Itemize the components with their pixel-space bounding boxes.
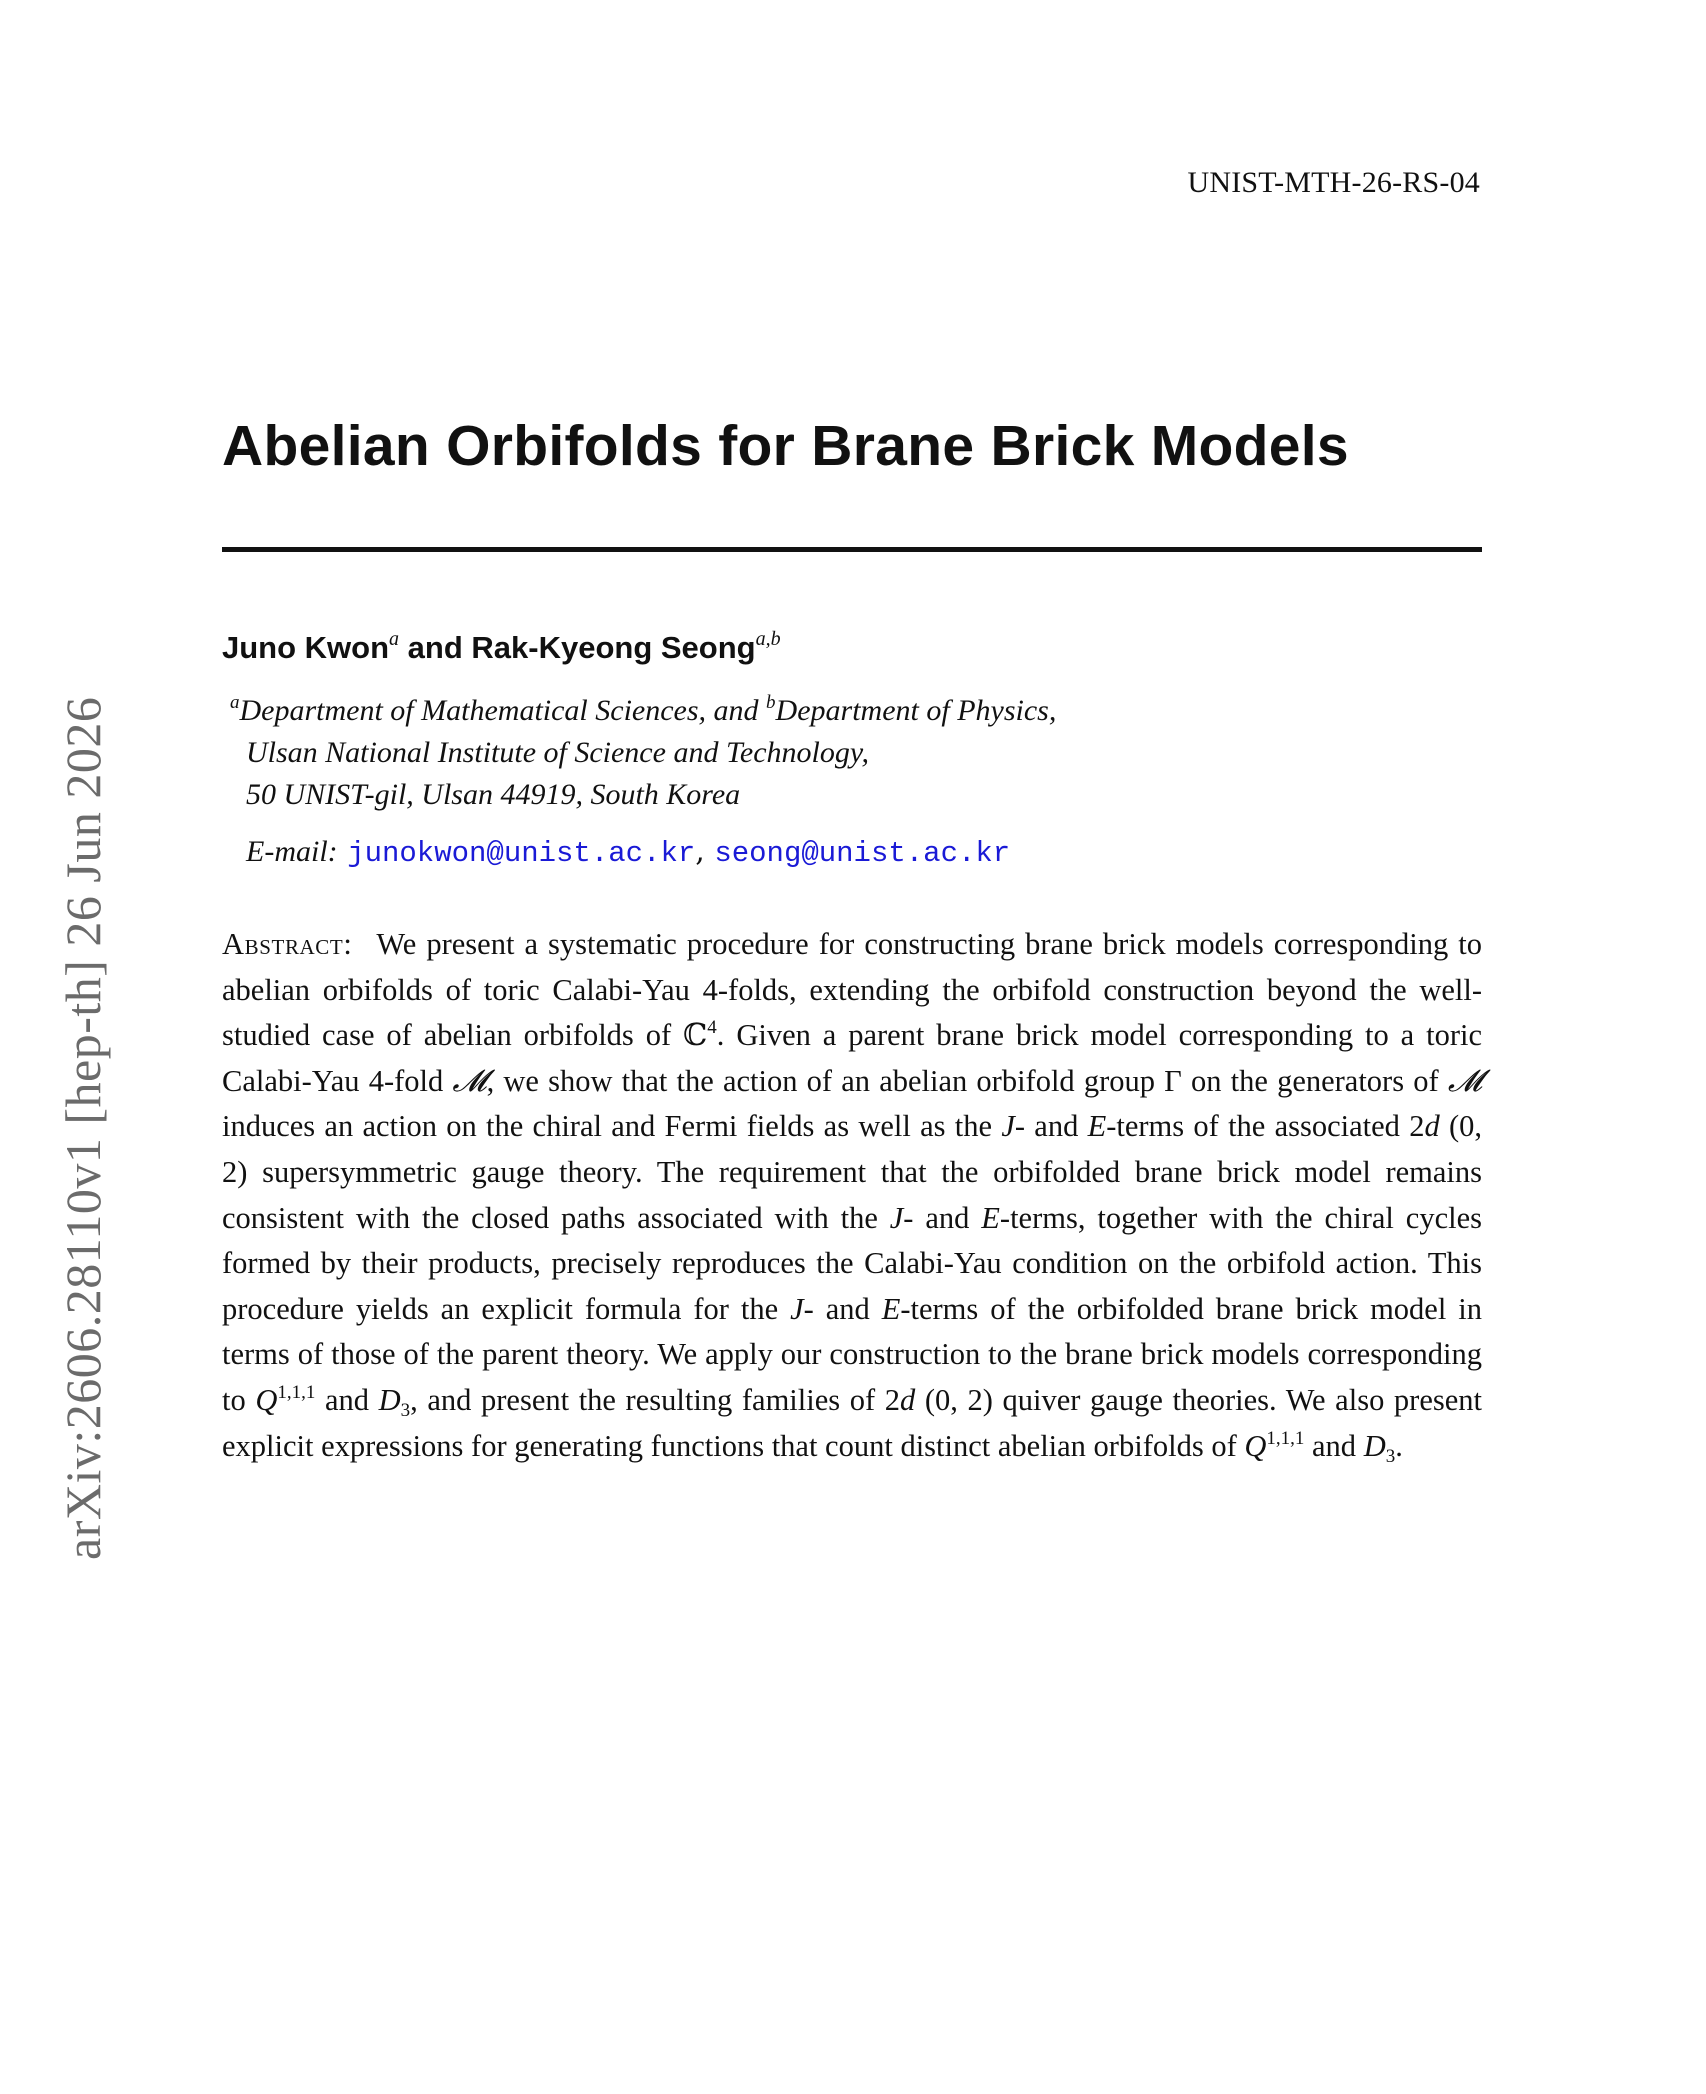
math-symbol: d	[1424, 1109, 1440, 1144]
math-symbol: D	[1363, 1428, 1386, 1463]
math-symbol: 𝓜	[452, 1063, 487, 1098]
math-symbol: 𝓜	[1447, 1063, 1482, 1098]
math-symbol: E	[1087, 1109, 1107, 1144]
abstract-text: , and present the resulting families of	[410, 1382, 885, 1417]
report-number: UNIST-MTH-26-RS-04	[1187, 166, 1480, 199]
math-symbol: D	[378, 1382, 401, 1417]
abstract-text: - and	[1014, 1109, 1088, 1144]
abstract-label: Abstract:	[222, 927, 353, 961]
math-symbol: 2	[1409, 1109, 1425, 1144]
math-symbol: Q	[1244, 1428, 1267, 1463]
affiliation-line: 50 UNIST-gil, Ulsan 44919, South Korea	[246, 778, 741, 811]
affiliation-block	[230, 690, 1056, 816]
affiliation-line	[230, 690, 1056, 732]
author-list	[222, 630, 781, 666]
math-symbol: E	[981, 1200, 1000, 1235]
abstract-text: - and	[803, 1291, 882, 1326]
math-symbol: ℂ	[683, 1018, 708, 1053]
author-affiliation-mark: a	[389, 628, 400, 650]
email-separator: ,	[695, 834, 715, 869]
affiliation-mark: a	[230, 692, 240, 713]
abstract-text: , we show that the action of an abelian orbifold group	[486, 1063, 1165, 1098]
author-name: Juno Kwon	[222, 630, 390, 665]
affiliation-text: Department of Physics,	[775, 694, 1057, 727]
abstract-text: induces an action on the chiral and Fermi fields as well as the	[222, 1109, 1002, 1144]
abstract-text: .	[1395, 1428, 1403, 1463]
abstract-text: and	[1304, 1428, 1364, 1463]
math-symbol: Q	[255, 1382, 278, 1417]
affiliation-text: Department of Mathematical Sciences, and	[239, 694, 767, 727]
math-superscript: 4	[707, 1017, 717, 1039]
math-symbol: (0, 2)	[915, 1382, 993, 1417]
math-symbol: (0, 2)	[222, 1109, 1482, 1189]
title-rule	[222, 547, 1482, 552]
abstract-text: We present a systematic procedure for constructing brane brick models corresponding to abelian orbifolds of toric Calabi-Yau 4-folds, extending the orbifold construction beyond the well-studied case of abelian orbifolds of	[222, 927, 1482, 1053]
email-line	[246, 834, 1010, 870]
math-symbol: J	[1001, 1109, 1015, 1144]
abstract-text: and	[315, 1382, 379, 1417]
abstract-text: -terms, together with the chiral cycles formed by their products, precisely reproduces the Calabi-Yau condition on the orbifold action. This procedure yields an explicit formula for the	[222, 1200, 1482, 1326]
math-subscript: 3	[1385, 1445, 1396, 1467]
abstract-text: - and	[903, 1200, 982, 1235]
abstract	[222, 922, 1482, 1469]
email-label: E-mail:	[246, 835, 338, 868]
math-superscript: 1,1,1	[1266, 1427, 1305, 1449]
author-conjunction: and	[399, 630, 472, 665]
math-symbol: J	[889, 1200, 904, 1235]
abstract-text: supersymmetric gauge theory. The requirement that the orbifolded brane brick model remains consistent with the closed paths associated with the	[222, 1154, 1482, 1235]
email-link[interactable]: junokwon@unist.ac.kr	[347, 837, 696, 870]
math-symbol: E	[881, 1291, 901, 1326]
author-name: Rak-Kyeong Seong	[471, 630, 756, 665]
math-symbol: J	[790, 1291, 804, 1326]
math-symbol: 2	[884, 1382, 901, 1417]
abstract-text: quiver gauge theories. We also present explicit expressions for generating functions that count distinct abelian orbifolds of	[222, 1382, 1482, 1463]
math-superscript: 1,1,1	[277, 1381, 316, 1403]
paper-title: Abelian Orbifolds for Brane Brick Models	[222, 414, 1349, 478]
email-link[interactable]: seong@unist.ac.kr	[714, 837, 1011, 870]
math-subscript: 3	[400, 1399, 411, 1421]
abstract-text: -terms of the associated	[1106, 1109, 1410, 1144]
abstract-text: -terms of the orbifolded brane brick model in terms of those of the parent theory. We apply our construction to the brane brick models corresponding to	[222, 1291, 1482, 1417]
abstract-text: on the generators of	[1181, 1063, 1448, 1098]
affiliation-line: Ulsan National Institute of Science and Technology,	[246, 736, 869, 769]
math-symbol: Γ	[1164, 1063, 1182, 1098]
arxiv-identifier-stamp[interactable]: arXiv:2606.28110v1 [hep-th] 26 Jun 2026	[55, 696, 111, 1560]
affiliation-mark: b	[766, 692, 776, 713]
math-symbol: d	[900, 1382, 916, 1417]
author-affiliation-mark: a,b	[755, 628, 781, 650]
abstract-text: . Given a parent brane brick model corresponding to a toric Calabi-Yau 4-fold	[222, 1018, 1482, 1098]
